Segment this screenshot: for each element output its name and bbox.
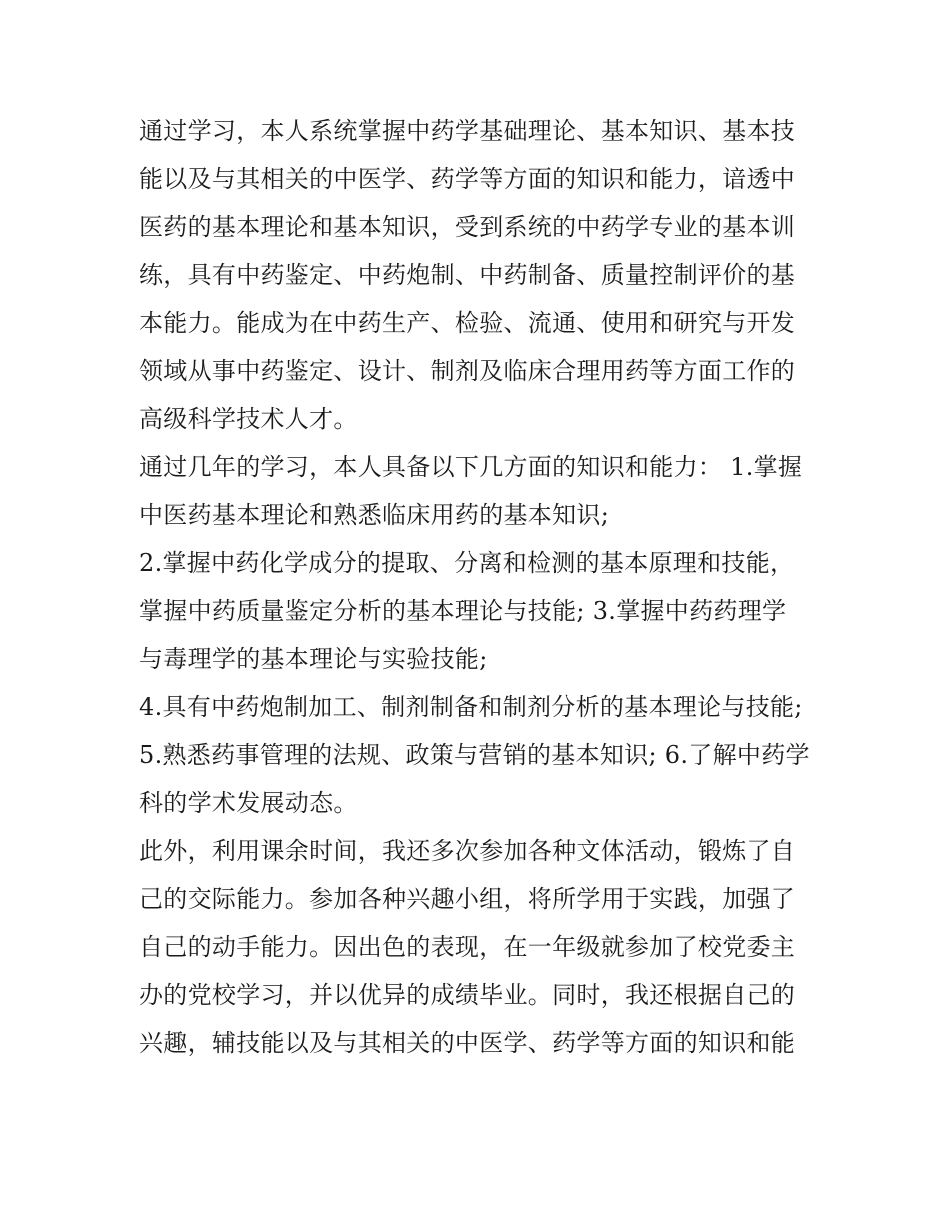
text-line: 医药的基本理论和基本知识，受到系统的中药学专业的基本训 xyxy=(139,213,796,241)
document-body xyxy=(139,107,819,1067)
text-line: 掌握中药质量鉴定分析的基本理论与技能; 3.掌握中药药理学 xyxy=(139,597,787,625)
text-line: 己的交际能力。参加各种兴趣小组，将所学用于实践，加强了 xyxy=(139,885,796,913)
text-line: 兴趣，辅技能以及与其相关的中医学、药学等方面的知识和能 xyxy=(139,1029,796,1057)
text-line: 科的学术发展动态。 xyxy=(139,789,358,817)
text-line: 此外，利用课余时间，我还多次参加各种文体活动，锻炼了自 xyxy=(139,837,796,865)
text-line: 5.熟悉药事管理的法规、政策与营销的基本知识; 6.了解中药学 xyxy=(139,741,810,769)
text-line: 高级科学技术人才。 xyxy=(139,405,358,433)
text-line: 通过学习，本人系统掌握中药学基础理论、基本知识、基本技 xyxy=(139,117,796,145)
text-line: 通过几年的学习，本人具备以下几方面的知识和能力： 1.掌握 xyxy=(139,453,803,481)
text-line: 中医药基本理论和熟悉临床用药的基本知识; xyxy=(139,501,610,529)
text-line: 自己的动手能力。因出色的表现，在一年级就参加了校党委主 xyxy=(139,933,796,961)
text-line: 4.具有中药炮制加工、制剂制备和制剂分析的基本理论与技能; xyxy=(139,693,803,721)
text-line: 练，具有中药鉴定、中药炮制、中药制备、质量控制评价的基 xyxy=(139,261,796,289)
text-line: 领域从事中药鉴定、设计、制剂及临床合理用药等方面工作的 xyxy=(139,357,796,385)
text-line: 能以及与其相关的中医学、药学等方面的知识和能力，谙透中 xyxy=(139,165,796,193)
text-line: 与毒理学的基本理论与实验技能; xyxy=(139,645,488,673)
text-line: 本能力。能成为在中药生产、检验、流通、使用和研究与开发 xyxy=(139,309,796,337)
text-line: 办的党校学习，并以优异的成绩毕业。同时，我还根据自己的 xyxy=(139,981,796,1009)
text-line: 2.掌握中药化学成分的提取、分离和检测的基本原理和技能， xyxy=(139,549,795,577)
